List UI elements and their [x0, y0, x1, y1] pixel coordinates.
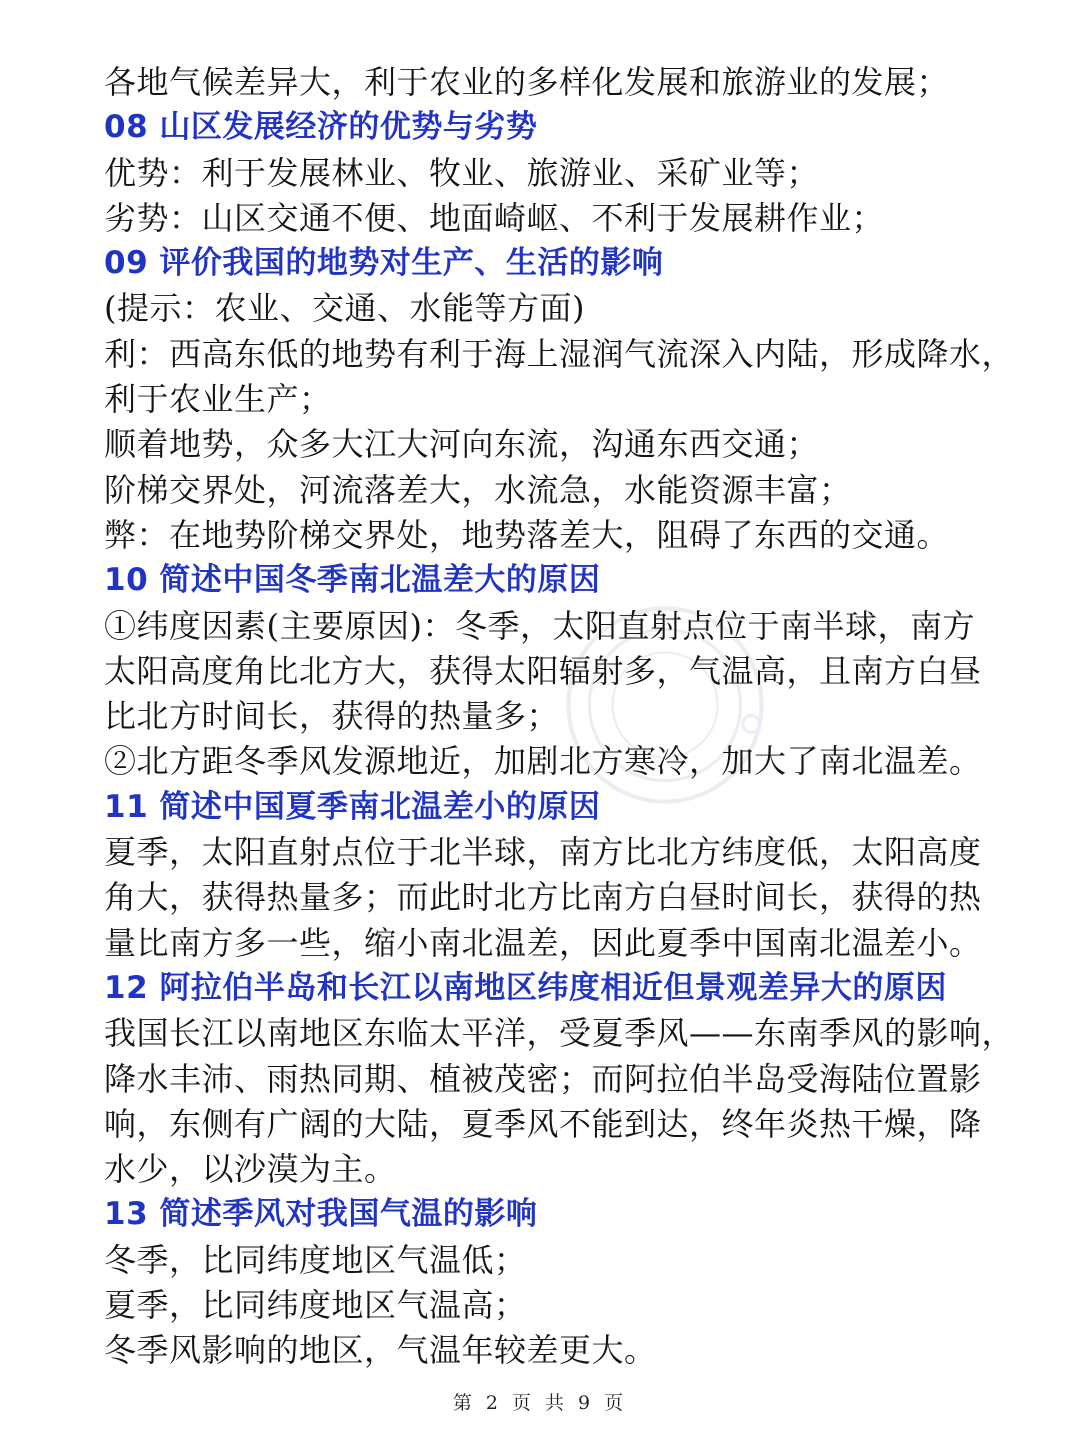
section-heading-13: 13 简述季风对我国气温的影响: [104, 1196, 538, 1233]
body-text-line: 我国长江以南地区东临太平洋，受夏季风——东南季风的影响，: [104, 1014, 1015, 1053]
section-heading-08: 08 山区发展经济的优势与劣势: [104, 109, 538, 146]
body-text-line: 利：西高东低的地势有利于海上湿润气流深入内陆，形成降水，: [104, 334, 1015, 373]
body-text-line: (提示：农业、交通、水能等方面): [104, 289, 585, 328]
page-number-footer: 第 2 页 共 9 页: [452, 1392, 628, 1414]
body-text-line: 夏季，太阳直射点位于北半球，南方比北方纬度低，太阳高度: [104, 833, 982, 872]
body-text-line: 夏季，比同纬度地区气温高；: [104, 1286, 527, 1325]
body-text-line: 水少，以沙漠为主。: [104, 1150, 397, 1189]
section-heading-11: 11 简述中国夏季南北温差小的原因: [104, 788, 601, 825]
body-text-line: 角大，获得热量多；而此时北方比南方白昼时间长，获得的热: [104, 878, 982, 917]
body-text-line: 太阳高度角比北方大，获得太阳辐射多，气温高，且南方白昼: [104, 651, 982, 690]
body-text-line: 降水丰沛、雨热同期、植被茂密；而阿拉伯半岛受海陆位置影: [104, 1059, 982, 1098]
body-text-line: 阶梯交界处，河流落差大，水流急，水能资源丰富；: [104, 470, 852, 509]
document-content: [104, 60, 1015, 1374]
body-text-line: 冬季风影响的地区，气温年较差更大。: [104, 1331, 657, 1370]
body-text-line: ②北方距冬季风发源地近，加剧北方寒冷，加大了南北温差。: [104, 742, 982, 781]
body-text-line: ①纬度因素(主要原因)：冬季，太阳直射点位于南半球，南方: [104, 606, 975, 645]
section-heading-10: 10 简述中国冬季南北温差大的原因: [104, 562, 601, 599]
body-text-line: 劣势：山区交通不便、地面崎岖、不利于发展耕作业；: [104, 198, 885, 237]
body-text-line: 量比南方多一些，缩小南北温差，因此夏季中国南北温差小。: [104, 923, 982, 962]
body-text-line: 利于农业生产；: [104, 380, 332, 419]
body-text-line: 响，东侧有广阔的大陆，夏季风不能到达，终年炎热干燥，降: [104, 1104, 982, 1143]
body-text-line: 比北方时间长，获得的热量多；: [104, 697, 560, 736]
body-text-line: 弊：在地势阶梯交界处，地势落差大，阻碍了东西的交通。: [104, 515, 950, 554]
body-text-line: 顺着地势，众多大江大河向东流，沟通东西交通；: [104, 425, 820, 464]
body-text-line: 各地气候差异大，利于农业的多样化发展和旅游业的发展；: [104, 63, 950, 101]
body-text-line: 冬季，比同纬度地区气温低；: [104, 1240, 527, 1279]
section-heading-12: 12 阿拉伯半岛和长江以南地区纬度相近但景观差异大的原因: [104, 969, 947, 1006]
body-text-line: 优势：利于发展林业、牧业、旅游业、采矿业等；: [104, 153, 820, 192]
section-heading-09: 09 评价我国的地势对生产、生活的影响: [104, 245, 664, 282]
